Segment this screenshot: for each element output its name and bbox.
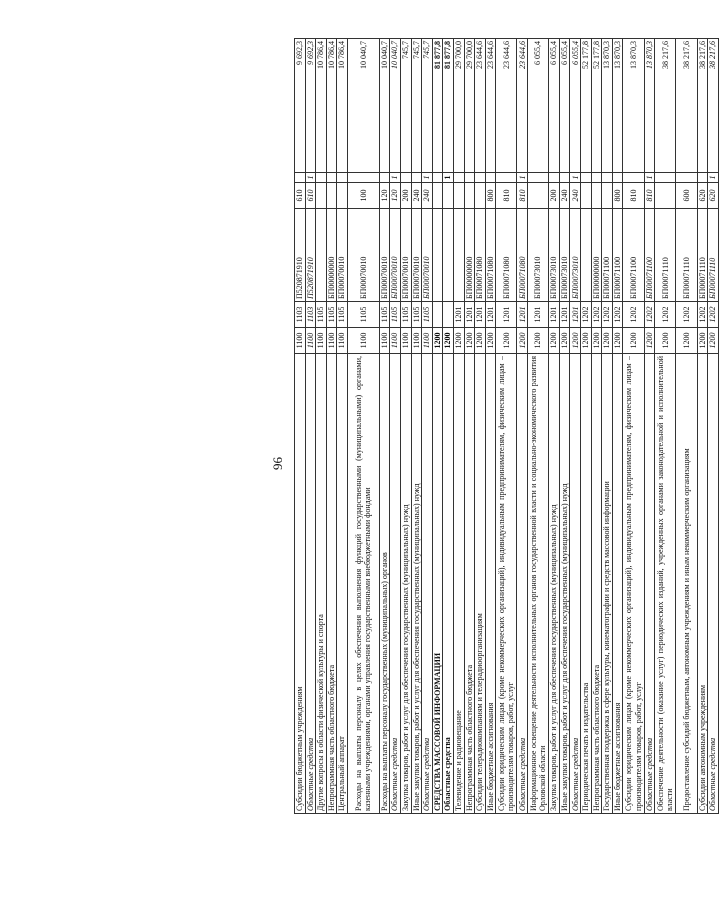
row-amount: 10 040,7 bbox=[390, 39, 401, 173]
row-subsection: 1202 bbox=[581, 302, 592, 328]
row-name: Другие вопросы в области физической культуры и спорта bbox=[316, 354, 327, 814]
row-section: 1200 bbox=[464, 328, 475, 354]
row-expense-type: 100 bbox=[347, 183, 379, 209]
row-expense-type bbox=[528, 183, 549, 209]
row-expense-type: 810 bbox=[644, 183, 655, 209]
row-target-article: БП00071100 bbox=[612, 209, 623, 302]
row-section: 1200 bbox=[549, 328, 560, 354]
row-subsection bbox=[432, 302, 443, 328]
row-amount: 52 177,8 bbox=[591, 39, 602, 173]
row-amount: 6 055,4 bbox=[549, 39, 560, 173]
row-expense-type bbox=[591, 183, 602, 209]
row-subsection: 1202 bbox=[612, 302, 623, 328]
table-row bbox=[400, 39, 411, 814]
row-name: Информационное освещение деятельности исполнительных органов государственной власти и социально-экономического развития Орловской области bbox=[528, 354, 549, 814]
row-subsection: 1202 bbox=[655, 302, 676, 328]
row-amount: 9 692,3 bbox=[305, 39, 316, 173]
row-target-article: БП00073010 bbox=[570, 209, 581, 302]
row-amount: 23 644,6 bbox=[496, 39, 517, 173]
row-target-article: П520871910 bbox=[305, 209, 316, 302]
row-section: 1200 bbox=[602, 328, 613, 354]
row-mark bbox=[485, 173, 496, 183]
row-amount: 13 870,3 bbox=[602, 39, 613, 173]
row-target-article: БП00000000 bbox=[464, 209, 475, 302]
row-amount: 10 040,7 bbox=[347, 39, 379, 173]
row-amount: 10 786,4 bbox=[316, 39, 327, 173]
row-expense-type: 620 bbox=[697, 183, 708, 209]
table-row bbox=[602, 39, 613, 814]
row-subsection: 1201 bbox=[517, 302, 528, 328]
row-expense-type bbox=[337, 183, 348, 209]
table-row bbox=[517, 39, 528, 814]
table-row bbox=[326, 39, 337, 814]
row-subsection: 1201 bbox=[496, 302, 517, 328]
row-subsection: 1103 bbox=[305, 302, 316, 328]
row-mark bbox=[496, 173, 517, 183]
row-expense-type: 240 bbox=[570, 183, 581, 209]
row-subsection: 1201 bbox=[549, 302, 560, 328]
row-target-article: БП00070010 bbox=[379, 209, 390, 302]
row-expense-type bbox=[581, 183, 592, 209]
row-section: 1100 bbox=[337, 328, 348, 354]
row-target-article: БП00071110 bbox=[697, 209, 708, 302]
budget-table bbox=[294, 38, 719, 814]
table-row bbox=[347, 39, 379, 814]
row-amount: 6 055,4 bbox=[570, 39, 581, 173]
row-target-article: БП00071100 bbox=[602, 209, 613, 302]
row-mark: 1 bbox=[517, 173, 528, 183]
row-amount: 23 644,6 bbox=[517, 39, 528, 173]
row-subsection: 1105 bbox=[400, 302, 411, 328]
row-subsection: 1201 bbox=[464, 302, 475, 328]
row-subsection bbox=[443, 302, 454, 328]
row-subsection: 1103 bbox=[295, 302, 306, 328]
row-amount: 10 786,4 bbox=[337, 39, 348, 173]
row-subsection: 1105 bbox=[326, 302, 337, 328]
row-name: Периодическая печать и издательства bbox=[581, 354, 592, 814]
row-name: Предоставление субсидий бюджетным, автономным учреждениям и иным некоммерческим организациям bbox=[676, 354, 697, 814]
row-name: Субсидии автономным учреждениям bbox=[697, 354, 708, 814]
row-subsection: 1201 bbox=[485, 302, 496, 328]
table-row bbox=[305, 39, 316, 814]
row-target-article bbox=[432, 209, 443, 302]
row-amount: 23 644,6 bbox=[475, 39, 486, 173]
row-subsection: 1202 bbox=[697, 302, 708, 328]
row-expense-type: 810 bbox=[517, 183, 528, 209]
table-row bbox=[591, 39, 602, 814]
row-amount: 10 786,4 bbox=[326, 39, 337, 173]
row-target-article: БП00071080 bbox=[485, 209, 496, 302]
row-target-article: БП00070010 bbox=[422, 209, 433, 302]
row-section: 1200 bbox=[443, 328, 454, 354]
budget-table-body bbox=[295, 39, 719, 814]
row-amount: 745,7 bbox=[422, 39, 433, 173]
table-row bbox=[475, 39, 486, 814]
row-mark bbox=[612, 173, 623, 183]
row-name: Субсидии бюджетным учреждениям bbox=[295, 354, 306, 814]
row-subsection: 1201 bbox=[528, 302, 549, 328]
row-expense-type: 610 bbox=[295, 183, 306, 209]
row-section: 1200 bbox=[581, 328, 592, 354]
row-amount: 38 217,6 bbox=[676, 39, 697, 173]
row-name: Областные средства bbox=[644, 354, 655, 814]
row-section: 1200 bbox=[612, 328, 623, 354]
row-section: 1200 bbox=[623, 328, 644, 354]
row-expense-type: 610 bbox=[305, 183, 316, 209]
table-row bbox=[612, 39, 623, 814]
row-section: 1200 bbox=[591, 328, 602, 354]
row-target-article: БП00073010 bbox=[559, 209, 570, 302]
row-target-article: БП00070010 bbox=[390, 209, 401, 302]
row-amount: 6 055,4 bbox=[559, 39, 570, 173]
row-amount: 745,7 bbox=[400, 39, 411, 173]
row-section: 1200 bbox=[559, 328, 570, 354]
row-name: Областные средства bbox=[708, 354, 719, 814]
row-name: Центральный аппарат bbox=[337, 354, 348, 814]
row-amount: 10 040,7 bbox=[379, 39, 390, 173]
row-name: СРЕДСТВА МАССОВОЙ ИНФОРМАЦИИ bbox=[432, 354, 443, 814]
row-amount: 29 700,0 bbox=[453, 39, 464, 173]
row-mark bbox=[475, 173, 486, 183]
row-amount: 38 217,6 bbox=[708, 39, 719, 173]
row-target-article: БП00073010 bbox=[528, 209, 549, 302]
row-name: Субсидии телерадиокомпаниям и телерадиоорганизациям bbox=[475, 354, 486, 814]
row-target-article: БП00073010 bbox=[549, 209, 560, 302]
table-row bbox=[496, 39, 517, 814]
table-row bbox=[485, 39, 496, 814]
row-amount: 52 177,8 bbox=[581, 39, 592, 173]
row-mark bbox=[591, 173, 602, 183]
row-name: Областные средства bbox=[443, 354, 454, 814]
row-name: Непрограммная часть областного бюджета bbox=[464, 354, 475, 814]
row-mark: 1 bbox=[570, 173, 581, 183]
row-subsection: 1202 bbox=[591, 302, 602, 328]
row-section: 1200 bbox=[517, 328, 528, 354]
row-subsection: 1201 bbox=[570, 302, 581, 328]
row-expense-type bbox=[453, 183, 464, 209]
row-section: 1200 bbox=[676, 328, 697, 354]
row-mark bbox=[432, 173, 443, 183]
row-name: Областные средства bbox=[517, 354, 528, 814]
row-mark bbox=[464, 173, 475, 183]
row-expense-type: 240 bbox=[411, 183, 422, 209]
row-expense-type: 620 bbox=[708, 183, 719, 209]
row-subsection: 1105 bbox=[390, 302, 401, 328]
row-name: Закупка товаров, работ и услуг для обеспечения государственных (муниципальных) нужд bbox=[549, 354, 560, 814]
row-expense-type: 120 bbox=[390, 183, 401, 209]
row-amount: 81 877,8 bbox=[443, 39, 454, 173]
row-target-article: БП00071110 bbox=[708, 209, 719, 302]
table-row bbox=[432, 39, 443, 814]
table-row bbox=[379, 39, 390, 814]
table-row bbox=[337, 39, 348, 814]
row-mark bbox=[623, 173, 644, 183]
table-row bbox=[644, 39, 655, 814]
row-mark bbox=[549, 173, 560, 183]
row-name: Иные закупки товаров, работ и услуг для обеспечения государственных (муниципальных) нужд bbox=[411, 354, 422, 814]
row-subsection: 1202 bbox=[602, 302, 613, 328]
row-name: Иные закупки товаров, работ и услуг для обеспечения государственных (муниципальных) нужд bbox=[559, 354, 570, 814]
row-section: 1100 bbox=[411, 328, 422, 354]
row-target-article: БП00071080 bbox=[496, 209, 517, 302]
table-row bbox=[549, 39, 560, 814]
row-mark: 1 bbox=[644, 173, 655, 183]
table-row bbox=[697, 39, 708, 814]
row-section: 1100 bbox=[390, 328, 401, 354]
row-mark bbox=[602, 173, 613, 183]
row-name: Государственная поддержка в сфере культуры, кинематографии и средств массовой информации bbox=[602, 354, 613, 814]
row-subsection: 1105 bbox=[422, 302, 433, 328]
row-target-article: БП00071080 bbox=[517, 209, 528, 302]
row-expense-type: 200 bbox=[400, 183, 411, 209]
row-expense-type bbox=[464, 183, 475, 209]
row-amount: 38 217,6 bbox=[655, 39, 676, 173]
row-target-article: БП00070010 bbox=[400, 209, 411, 302]
row-mark bbox=[326, 173, 337, 183]
row-subsection: 1201 bbox=[453, 302, 464, 328]
row-expense-type bbox=[475, 183, 486, 209]
table-row bbox=[559, 39, 570, 814]
row-subsection: 1202 bbox=[644, 302, 655, 328]
table-row bbox=[655, 39, 676, 814]
table-row bbox=[581, 39, 592, 814]
row-section: 1100 bbox=[400, 328, 411, 354]
row-target-article: БП00071080 bbox=[475, 209, 486, 302]
row-target-article bbox=[443, 209, 454, 302]
row-mark: 1 bbox=[443, 173, 454, 183]
row-target-article bbox=[316, 209, 327, 302]
table-row bbox=[570, 39, 581, 814]
row-target-article: БП00071100 bbox=[623, 209, 644, 302]
row-target-article: БП00000000 bbox=[326, 209, 337, 302]
row-name: Непрограммная часть областного бюджета bbox=[591, 354, 602, 814]
row-section: 1200 bbox=[697, 328, 708, 354]
table-row bbox=[443, 39, 454, 814]
row-expense-type: 200 bbox=[549, 183, 560, 209]
row-mark bbox=[400, 173, 411, 183]
table-row bbox=[411, 39, 422, 814]
row-name: Областные средства bbox=[570, 354, 581, 814]
row-expense-type: 240 bbox=[559, 183, 570, 209]
row-mark bbox=[316, 173, 327, 183]
table-row bbox=[422, 39, 433, 814]
row-expense-type bbox=[432, 183, 443, 209]
table-row bbox=[528, 39, 549, 814]
page-number: 96 bbox=[270, 457, 285, 470]
row-subsection: 1105 bbox=[347, 302, 379, 328]
row-section: 1200 bbox=[485, 328, 496, 354]
row-name: Иные бюджетные ассигнования bbox=[612, 354, 623, 814]
row-target-article: БП00070010 bbox=[337, 209, 348, 302]
row-subsection: 1105 bbox=[379, 302, 390, 328]
row-name: Расходы на выплаты персоналу в целях обеспечения выполнения функций государственными (муниципальными) органами, казенными учреждениями, органами управления государственными внебюджетными фондами bbox=[347, 354, 379, 814]
row-section: 1200 bbox=[655, 328, 676, 354]
row-amount: 29 700,0 bbox=[464, 39, 475, 173]
row-name: Закупка товаров, работ и услуг для обеспечения государственных (муниципальных) нужд bbox=[400, 354, 411, 814]
table-row bbox=[295, 39, 306, 814]
row-section: 1200 bbox=[453, 328, 464, 354]
row-name: Субсидии юридическим лицам (кроме некоммерческих организаций), индивидуальным предпринимателям, физическим лицам – производителям товаров, работ, услуг bbox=[496, 354, 517, 814]
table-row bbox=[676, 39, 697, 814]
row-target-article: П520871910 bbox=[295, 209, 306, 302]
row-mark: 1 bbox=[422, 173, 433, 183]
row-expense-type bbox=[655, 183, 676, 209]
row-target-article: БП00071100 bbox=[644, 209, 655, 302]
row-section: 1200 bbox=[644, 328, 655, 354]
row-expense-type: 120 bbox=[379, 183, 390, 209]
row-amount: 13 870,3 bbox=[623, 39, 644, 173]
row-section: 1200 bbox=[708, 328, 719, 354]
row-target-article: БП00070010 bbox=[347, 209, 379, 302]
row-section: 1100 bbox=[347, 328, 379, 354]
row-amount: 6 055,4 bbox=[528, 39, 549, 173]
row-target-article: БП00071110 bbox=[676, 209, 697, 302]
row-mark bbox=[295, 173, 306, 183]
row-mark bbox=[559, 173, 570, 183]
row-mark bbox=[453, 173, 464, 183]
row-name: Телевидение и радиовещание bbox=[453, 354, 464, 814]
row-mark bbox=[676, 173, 697, 183]
row-expense-type bbox=[443, 183, 454, 209]
row-subsection: 1202 bbox=[708, 302, 719, 328]
row-mark: 1 bbox=[305, 173, 316, 183]
row-subsection: 1201 bbox=[475, 302, 486, 328]
row-amount: 38 217,6 bbox=[697, 39, 708, 173]
row-amount: 13 870,3 bbox=[644, 39, 655, 173]
row-mark bbox=[379, 173, 390, 183]
row-mark: 1 bbox=[708, 173, 719, 183]
table-row bbox=[623, 39, 644, 814]
row-target-article: БП00000000 bbox=[591, 209, 602, 302]
row-amount: 745,7 bbox=[411, 39, 422, 173]
row-subsection: 1202 bbox=[623, 302, 644, 328]
row-subsection: 1202 bbox=[676, 302, 697, 328]
row-amount: 23 644,6 bbox=[485, 39, 496, 173]
row-name: Субсидии юридическим лицам (кроме некоммерческих организаций), индивидуальным предпринимателям, физическим лицам – производителям товаров, работ, услуг bbox=[623, 354, 644, 814]
row-mark bbox=[528, 173, 549, 183]
table-row bbox=[316, 39, 327, 814]
row-section: 1100 bbox=[422, 328, 433, 354]
row-section: 1200 bbox=[432, 328, 443, 354]
row-amount: 9 692,3 bbox=[295, 39, 306, 173]
row-section: 1100 bbox=[305, 328, 316, 354]
row-target-article: БП00070010 bbox=[411, 209, 422, 302]
row-expense-type: 810 bbox=[496, 183, 517, 209]
row-name: Расходы на выплаты персоналу государственных (муниципальных) органов bbox=[379, 354, 390, 814]
row-target-article: БП00071110 bbox=[655, 209, 676, 302]
row-mark bbox=[337, 173, 348, 183]
row-name: Областные средства bbox=[422, 354, 433, 814]
row-name: Областные средства bbox=[305, 354, 316, 814]
row-section: 1200 bbox=[496, 328, 517, 354]
row-section: 1100 bbox=[295, 328, 306, 354]
row-subsection: 1105 bbox=[411, 302, 422, 328]
row-expense-type bbox=[602, 183, 613, 209]
row-subsection: 1201 bbox=[559, 302, 570, 328]
row-name: Иные бюджетные ассигнования bbox=[485, 354, 496, 814]
row-section: 1200 bbox=[475, 328, 486, 354]
table-row bbox=[453, 39, 464, 814]
table-row bbox=[390, 39, 401, 814]
row-mark bbox=[581, 173, 592, 183]
row-target-article bbox=[453, 209, 464, 302]
row-amount: 81 877,8 bbox=[432, 39, 443, 173]
row-expense-type: 600 bbox=[676, 183, 697, 209]
row-expense-type: 800 bbox=[485, 183, 496, 209]
table-row bbox=[464, 39, 475, 814]
row-subsection: 1105 bbox=[337, 302, 348, 328]
row-expense-type: 810 bbox=[623, 183, 644, 209]
row-section: 1100 bbox=[326, 328, 337, 354]
row-expense-type: 800 bbox=[612, 183, 623, 209]
row-section: 1200 bbox=[570, 328, 581, 354]
row-section: 1100 bbox=[316, 328, 327, 354]
row-subsection: 1105 bbox=[316, 302, 327, 328]
row-expense-type: 240 bbox=[422, 183, 433, 209]
table-row bbox=[708, 39, 719, 814]
row-name: Обеспечение деятельности (оказание услуг) периодических изданий, учрежденных органами законодательной и исполнительной власти bbox=[655, 354, 676, 814]
row-section: 1200 bbox=[528, 328, 549, 354]
row-expense-type bbox=[326, 183, 337, 209]
row-target-article bbox=[581, 209, 592, 302]
row-name: Непрограммная часть областного бюджета bbox=[326, 354, 337, 814]
row-mark: 1 bbox=[390, 173, 401, 183]
row-mark bbox=[697, 173, 708, 183]
row-expense-type bbox=[316, 183, 327, 209]
row-section: 1100 bbox=[379, 328, 390, 354]
row-amount: 13 870,3 bbox=[612, 39, 623, 173]
row-mark bbox=[347, 173, 379, 183]
row-mark bbox=[411, 173, 422, 183]
row-name: Областные средства bbox=[390, 354, 401, 814]
row-mark bbox=[655, 173, 676, 183]
